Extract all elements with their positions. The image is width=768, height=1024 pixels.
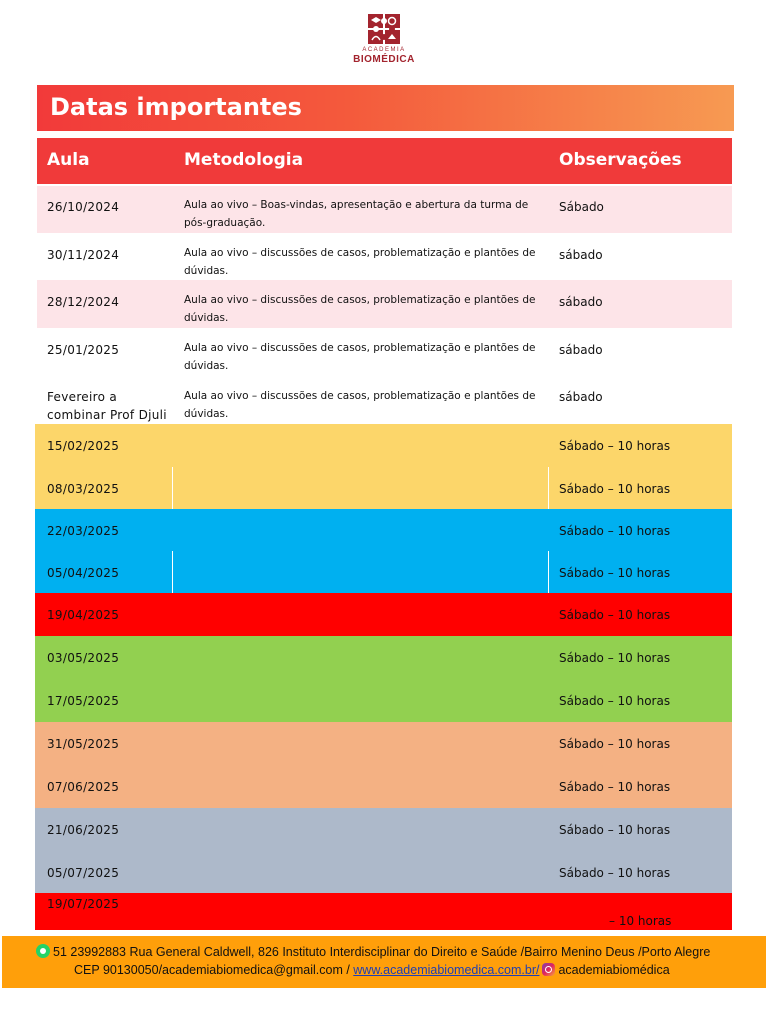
date-band bbox=[35, 722, 732, 765]
band-date: 31/05/2025 bbox=[47, 737, 120, 751]
website-link[interactable]: www.academiabiomedica.com.br/ bbox=[353, 963, 540, 977]
band-date: 19/07/2025 bbox=[47, 897, 120, 911]
table-header bbox=[37, 138, 732, 184]
table-row bbox=[37, 280, 732, 328]
header-aula: Aula bbox=[47, 150, 90, 170]
header-metodologia: Metodologia bbox=[184, 150, 304, 170]
band-observation: – 10 horas bbox=[609, 914, 672, 928]
footer-address-text: 51 23992883 Rua General Caldwell, 826 Instituto Interdisciplinar do Direito e Saúde /Bairro Menino Deus /Porto Alegre bbox=[53, 945, 711, 959]
band-date: 22/03/2025 bbox=[47, 524, 120, 538]
band-observation: Sábado – 10 horas bbox=[559, 823, 671, 837]
contact-footer bbox=[2, 936, 766, 988]
date-band bbox=[35, 424, 732, 467]
row-description: Aula ao vivo – discussões de casos, problematização e plantões de dúvidas. bbox=[184, 342, 536, 372]
band-observation: Sábado – 10 horas bbox=[559, 566, 671, 580]
column-divider bbox=[548, 551, 549, 593]
row-description: Aula ao vivo – discussões de casos, problematização e plantões de dúvidas. bbox=[184, 390, 536, 420]
logo-subtitle: ACADEMIA bbox=[362, 47, 406, 53]
row-observation: sábado bbox=[559, 343, 603, 357]
band-date: 07/06/2025 bbox=[47, 780, 120, 794]
band-observation: Sábado – 10 horas bbox=[559, 524, 671, 538]
band-observation: Sábado – 10 horas bbox=[559, 482, 671, 496]
band-date: 19/04/2025 bbox=[47, 608, 120, 622]
band-date: 05/07/2025 bbox=[47, 866, 120, 880]
table-row bbox=[37, 328, 732, 375]
column-divider bbox=[172, 467, 173, 509]
column-divider bbox=[548, 467, 549, 509]
header-observacoes: Observações bbox=[559, 150, 682, 170]
band-observation: Sábado – 10 horas bbox=[559, 780, 671, 794]
date-band bbox=[35, 808, 732, 851]
band-date: 21/06/2025 bbox=[47, 823, 120, 837]
title-bar bbox=[37, 85, 734, 131]
whatsapp-icon bbox=[36, 944, 50, 958]
row-date: Fevereiro a combinar Prof Djuli bbox=[47, 390, 167, 422]
row-description: Aula ao vivo – discussões de casos, problematização e plantões de dúvidas. bbox=[184, 247, 536, 277]
footer-email-text: CEP 90130050/academiabiomedica@gmail.com / bbox=[74, 963, 354, 977]
column-divider bbox=[172, 551, 173, 593]
logo-name: BIOMÉDICA bbox=[353, 54, 415, 65]
page-title: Datas importantes bbox=[50, 93, 302, 121]
row-observation: sábado bbox=[559, 390, 603, 404]
puzzle-logo-icon bbox=[366, 12, 402, 46]
table-row bbox=[37, 233, 732, 280]
footer-line-address bbox=[36, 944, 710, 959]
date-band bbox=[35, 509, 732, 551]
row-date: 30/11/2024 bbox=[47, 248, 120, 262]
row-observation: sábado bbox=[559, 248, 603, 262]
band-observation: Sábado – 10 horas bbox=[559, 439, 671, 453]
date-band bbox=[35, 851, 732, 893]
band-observation: Sábado – 10 horas bbox=[559, 866, 671, 880]
row-observation: Sábado bbox=[559, 200, 604, 214]
row-date: 28/12/2024 bbox=[47, 295, 120, 309]
row-date: 26/10/2024 bbox=[47, 200, 120, 214]
band-date: 17/05/2025 bbox=[47, 694, 120, 708]
date-band bbox=[35, 551, 732, 593]
table-row bbox=[37, 375, 732, 424]
table-row bbox=[37, 186, 732, 233]
row-description: Aula ao vivo – Boas-vindas, apresentação e abertura da turma de pós-graduação. bbox=[184, 199, 529, 229]
band-observation: Sábado – 10 horas bbox=[559, 651, 671, 665]
row-observation: sábado bbox=[559, 295, 603, 309]
date-band bbox=[35, 593, 732, 636]
band-observation: Sábado – 10 horas bbox=[559, 737, 671, 751]
date-band bbox=[35, 679, 732, 722]
date-band bbox=[35, 765, 732, 808]
footer-line-contact bbox=[74, 963, 670, 977]
band-observation: Sábado – 10 horas bbox=[559, 608, 671, 622]
instagram-icon[interactable] bbox=[542, 963, 555, 976]
row-description: Aula ao vivo – discussões de casos, problematização e plantões de dúvidas. bbox=[184, 294, 536, 324]
band-date: 08/03/2025 bbox=[47, 482, 120, 496]
instagram-handle: academiabiomédica bbox=[558, 963, 670, 977]
academia-biomedica-logo bbox=[352, 12, 416, 70]
date-band bbox=[35, 893, 732, 930]
band-observation: Sábado – 10 horas bbox=[559, 694, 671, 708]
row-date: 25/01/2025 bbox=[47, 343, 120, 357]
band-date: 15/02/2025 bbox=[47, 439, 120, 453]
date-band bbox=[35, 467, 732, 509]
date-band bbox=[35, 636, 732, 679]
band-date: 03/05/2025 bbox=[47, 651, 120, 665]
band-date: 05/04/2025 bbox=[47, 566, 120, 580]
